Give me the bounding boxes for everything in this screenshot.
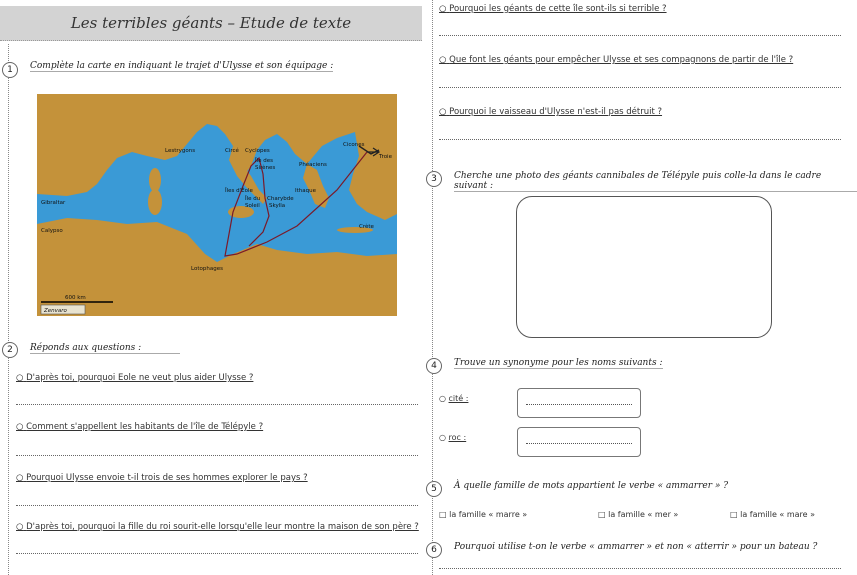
map-label-cicones: Cicones — [343, 142, 365, 148]
question-2-4: ○ D'après toi, pourquoi la fille du roi sourit-elle lorsqu'elle leur montre la maison de son père ? — [16, 522, 419, 532]
section-3-number: 3 — [426, 171, 442, 187]
photo-frame[interactable] — [516, 196, 772, 338]
map-label-calypso: Calypso — [41, 228, 63, 234]
map-label-pheaciens: Phéaciens — [299, 162, 327, 168]
synonym-word-2: ○ roc : — [439, 433, 467, 442]
left-margin-line — [8, 44, 9, 575]
section-1-label: Complète la carte en indiquant le trajet d'Ulysse et son équipage : — [30, 61, 334, 71]
checkbox-icon: □ — [730, 510, 738, 519]
scale-label: 600 km — [65, 295, 86, 301]
map-label-soleil-2: Soleil — [245, 203, 260, 209]
answer-line-r-2[interactable] — [439, 87, 841, 88]
question-2-1: ○ D'après toi, pourquoi Eole ne veut plus aider Ulysse ? — [16, 373, 254, 383]
mediterranean-map — [37, 94, 397, 316]
map-label-troie: Troie — [379, 154, 392, 160]
map-label-circe: Circé — [225, 148, 239, 154]
answer-line-2-4[interactable] — [16, 553, 418, 554]
question-r-1: ○ Pourquoi les géants de cette île sont-ils si terrible ? — [439, 4, 667, 14]
synonym-word-1: ○ cité : — [439, 394, 469, 403]
map-label-charybde: Charybde — [267, 196, 294, 202]
section-4-label: Trouve un synonyme pour les noms suivants : — [454, 358, 663, 368]
map-label-soleil-1: Île du — [245, 196, 261, 202]
question-2-3: ○ Pourquoi Ulysse envoie t-il trois de ses hommes explorer le pays ? — [16, 473, 308, 483]
map-label-sirenes-2: Sirènes — [255, 165, 276, 171]
section-5-number: 5 — [426, 481, 442, 497]
option-5-2[interactable]: □ la famille « mer » — [598, 510, 679, 519]
section-2-label: Réponds aux questions : — [30, 343, 180, 354]
sardinia-island — [148, 189, 162, 215]
answer-line-2-1[interactable] — [16, 404, 418, 405]
section-4-number: 4 — [426, 358, 442, 374]
question-r-3: ○ Pourquoi le vaisseau d'Ulysse n'est-il pas détruit ? — [439, 107, 663, 117]
page-title: Les terribles géants – Etude de texte — [70, 14, 352, 32]
section-6-label: Pourquoi utilise t-on le verbe « ammarrer » et non « atterrir » pour un bateau ? — [454, 542, 818, 552]
synonym-box-2[interactable] — [517, 427, 641, 457]
synonym-box-1[interactable] — [517, 388, 641, 418]
question-2-2: ○ Comment s'appellent les habitants de l'île de Télépyle ? — [16, 422, 264, 432]
map-label-lestrygons: Lestrygons — [165, 148, 196, 154]
map-label-cyclopes: Cyclopes — [245, 148, 270, 154]
answer-line-r-1[interactable] — [439, 35, 841, 36]
answer-line-2-3[interactable] — [16, 505, 418, 506]
map-label-sirenes-1: Île des — [255, 158, 274, 164]
answer-line-r-3[interactable] — [439, 139, 841, 140]
checkbox-icon: □ — [439, 510, 447, 519]
map-label-eole: Îles d'Éole — [225, 188, 253, 194]
section-5-label: À quelle famille de mots appartient le verbe « ammarrer » ? — [454, 481, 729, 491]
option-5-3[interactable]: □ la famille « mare » — [730, 510, 816, 519]
section-2-number: 2 — [2, 342, 18, 358]
map-label-skylla: Skylla — [269, 203, 286, 209]
answer-line-6[interactable] — [439, 568, 841, 569]
answer-line-2-2[interactable] — [16, 455, 418, 456]
checkbox-icon: □ — [598, 510, 606, 519]
map-label-ithaque: Ithaque — [295, 188, 316, 194]
map-label-lotophages: Lotophages — [191, 266, 223, 272]
corsica-island — [149, 168, 161, 192]
option-5-1[interactable]: □ la famille « marre » — [439, 510, 528, 519]
section-6-number: 6 — [426, 542, 442, 558]
section-1-number: 1 — [2, 62, 18, 78]
section-3-label: Cherche une photo des géants cannibales de Télépyle puis colle-la dans le cadre suivant : — [454, 171, 857, 192]
map-label-crete: Crète — [359, 224, 374, 230]
title-bar — [0, 6, 422, 41]
map-watermark: Zenvaro — [44, 308, 67, 314]
map-label-gibraltar: Gibraltar — [41, 200, 66, 206]
question-r-2: ○ Que font les géants pour empêcher Ulysse et ses compagnons de partir de l'île ? — [439, 55, 794, 65]
